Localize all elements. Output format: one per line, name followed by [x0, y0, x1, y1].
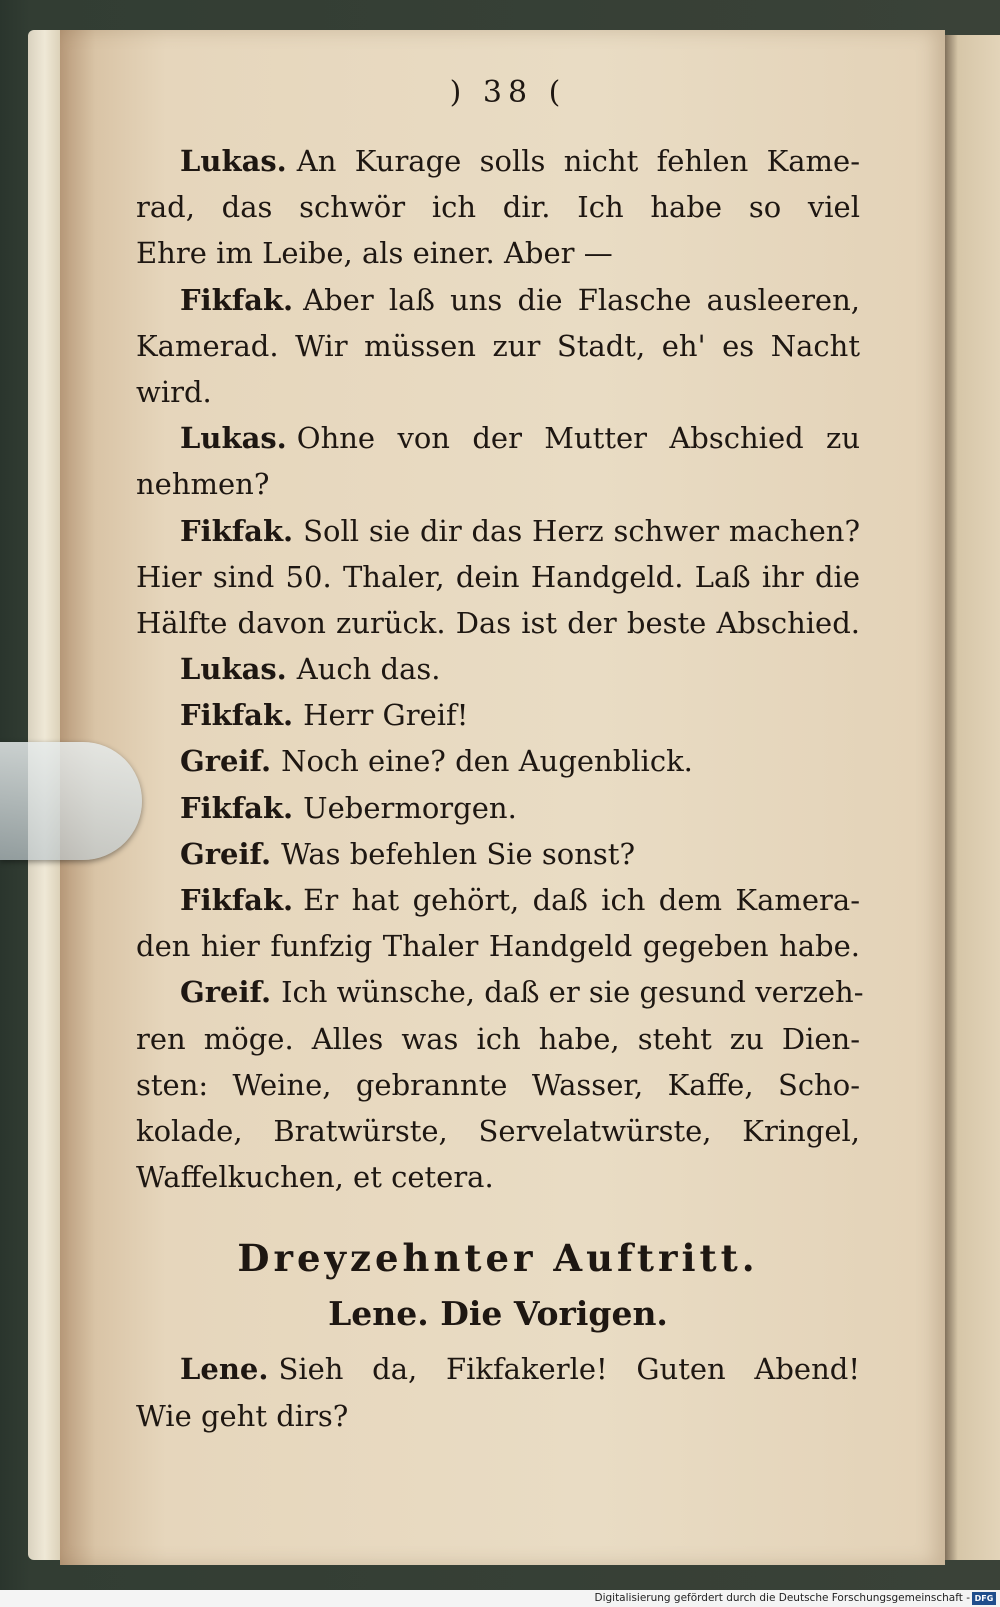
speaker-name: Greif. [180, 975, 272, 1010]
line-text: Kamerad. Wir müssen zur Stadt, eh' es Nacht [136, 328, 860, 363]
line-text: An Kurage solls nicht fehlen Kame- [296, 144, 860, 178]
text-line [136, 230, 860, 276]
text-line [136, 415, 860, 461]
text-line [136, 508, 860, 554]
line-text: Wie geht dirs? [136, 1398, 349, 1433]
page-clip [0, 742, 142, 860]
text-line [136, 277, 860, 323]
text-line [136, 1393, 860, 1439]
text-line [136, 738, 860, 784]
text-line [136, 554, 860, 600]
line-text: Ohne von der Mutter Abschied zu [296, 421, 860, 456]
text-line [136, 600, 860, 646]
line-text: Ehre im Leibe, als einer. Aber — [136, 236, 613, 271]
scene-heading: Dreyzehnter Auftritt. [237, 1236, 759, 1281]
text-line [136, 1108, 860, 1154]
scene-persons: Lene. Die Vorigen. [328, 1294, 668, 1334]
text-line [136, 1346, 860, 1392]
line-text: Soll sie dir das Herz schwer machen? [303, 513, 860, 548]
speaker-name: Lene. [180, 1352, 269, 1387]
text-line [136, 138, 860, 184]
closing-dialogue-block [136, 1346, 860, 1438]
line-text: Herr Greif! [303, 698, 469, 733]
line-text: kolade, Bratwürste, Servelatwürste, Kringel, [136, 1113, 860, 1148]
text-line [136, 923, 860, 969]
page-number: ) 38 ( [449, 75, 567, 110]
speaker-name: Lukas. [180, 652, 287, 687]
text-line [136, 969, 864, 1015]
line-text: ren möge. Alles was ich habe, steht zu Dien- [136, 1021, 860, 1056]
text-line [136, 1016, 860, 1062]
line-text: nehmen? [136, 467, 270, 502]
text-line [136, 461, 860, 507]
line-text: Noch eine? den Augenblick. [281, 744, 693, 779]
dfg-logo: DFG [972, 1592, 996, 1605]
text-line [136, 646, 860, 692]
text-line [136, 692, 860, 738]
line-text: Uebermorgen. [303, 790, 517, 825]
text-line [136, 1154, 860, 1200]
text-line [136, 785, 860, 831]
footer-credit: Digitalisierung gefördert durch die Deutsche Forschungsgemeinschaft - [594, 1592, 970, 1604]
text-line [136, 831, 860, 877]
line-text: wird. [136, 374, 212, 409]
speaker-name: Fikfak. [180, 790, 294, 825]
speaker-name: Fikfak. [180, 698, 294, 733]
text-line [136, 877, 860, 923]
text-line [136, 184, 860, 230]
line-text: Waffelkuchen, et cetera. [136, 1160, 494, 1195]
line-text: Sieh da, Fikfakerle! Guten Abend! [278, 1352, 860, 1387]
dialogue-block [136, 138, 864, 1200]
speaker-name: Greif. [180, 744, 272, 779]
line-text: Er hat gehört, daß ich dem Kamera- [303, 883, 860, 917]
line-text: Ich wünsche, daß er sie gesund verzeh- [281, 975, 864, 1010]
facing-page-edge [944, 35, 1000, 1560]
text-line [136, 323, 860, 369]
line-text: den hier funfzig Thaler Handgeld gegeben habe. [136, 929, 860, 964]
line-text: Hier sind 50. Thaler, dein Handgeld. Laß ihr die [136, 559, 860, 594]
speaker-name: Greif. [180, 836, 272, 871]
line-text: sten: Weine, gebrannte Wasser, Kaffe, Scho- [136, 1067, 860, 1102]
speaker-name: Fikfak. [180, 883, 294, 917]
line-text: Auch das. [296, 652, 441, 687]
speaker-name: Lukas. [180, 421, 287, 456]
speaker-name: Fikfak. [180, 282, 294, 317]
text-line [136, 1062, 860, 1108]
text-line [136, 369, 860, 415]
line-text: Aber laß uns die Flasche ausleeren, [303, 282, 860, 317]
line-text: Hälfte davon zurück. Das ist der beste Abschied. [136, 605, 860, 640]
speaker-name: Lukas. [180, 144, 287, 178]
page-text [136, 70, 864, 1439]
line-text: Was befehlen Sie sonst? [281, 836, 635, 871]
line-text: rad, das schwör ich dir. Ich habe so viel [136, 190, 860, 225]
speaker-name: Fikfak. [180, 513, 294, 548]
